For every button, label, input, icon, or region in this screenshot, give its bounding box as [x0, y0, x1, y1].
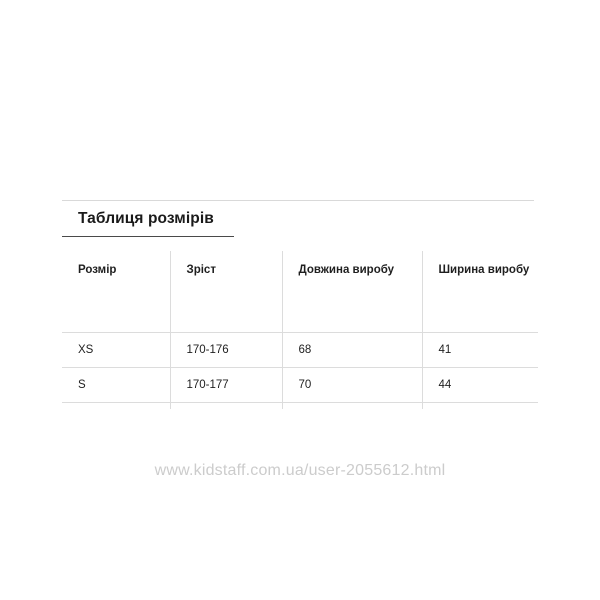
cell-length: 68	[282, 333, 422, 368]
cell-clipped	[170, 403, 282, 410]
column-header-size: Розмір	[62, 251, 170, 333]
cell-width: 41	[422, 333, 538, 368]
cell-length: 70	[282, 368, 422, 403]
title-underline	[62, 236, 234, 237]
cell-size: S	[62, 368, 170, 403]
watermark-url: www.kidstaff.com.ua/user-2055612.html	[154, 462, 446, 479]
top-divider	[62, 200, 534, 201]
cell-clipped	[282, 403, 422, 410]
cell-size: XS	[62, 333, 170, 368]
column-header-length: Довжина виробу	[282, 251, 422, 333]
table-row	[62, 368, 538, 403]
table-row	[62, 333, 538, 368]
size-table	[62, 251, 538, 409]
cell-width: 44	[422, 368, 538, 403]
column-header-width: Ширина виробу	[422, 251, 538, 333]
cell-height: 170-176	[170, 333, 282, 368]
cell-clipped	[62, 403, 170, 410]
cell-clipped	[422, 403, 538, 410]
table-header-row	[62, 251, 538, 333]
cell-height: 170-177	[170, 368, 282, 403]
page-title: Таблиця розмірів	[78, 210, 214, 227]
column-header-height: Зріст	[170, 251, 282, 333]
table-row-clipped	[62, 403, 538, 410]
